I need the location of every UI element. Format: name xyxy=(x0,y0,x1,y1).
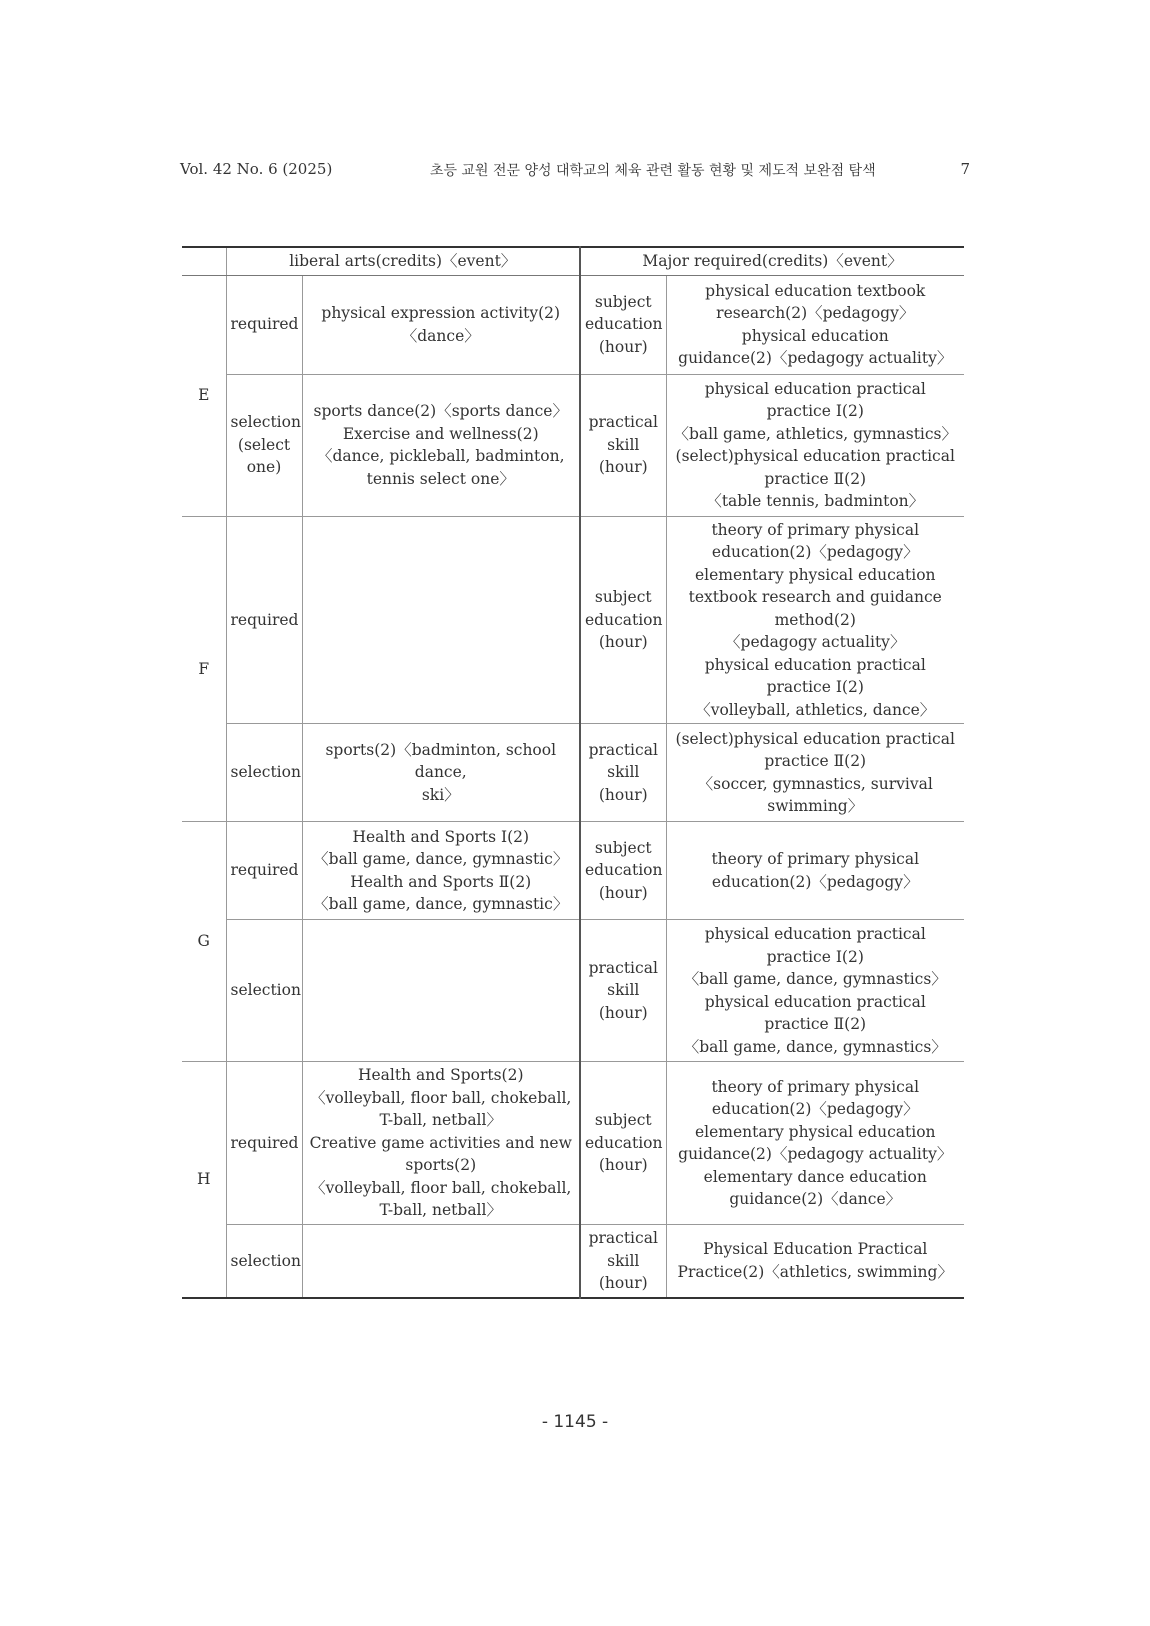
major-courses-line: elementary physical education xyxy=(694,1122,936,1141)
liberal-arts-courses-line: 〈volleyball, floor ball, chokeball, xyxy=(310,1178,572,1197)
major-courses-line: education(2)〈pedagogy〉 xyxy=(711,1100,919,1118)
major-category-line: skill xyxy=(607,1251,640,1270)
major-courses-line: guidance(2)〈dance〉 xyxy=(729,1190,902,1208)
table-row xyxy=(182,822,964,920)
major-courses-line: physical education xyxy=(741,326,889,345)
major-courses xyxy=(666,1225,964,1298)
major-courses-line: theory of primary physical xyxy=(711,850,920,868)
major-courses-line: physical education practical xyxy=(704,655,926,674)
major-courses-line: 〈table tennis, badminton〉 xyxy=(706,492,925,510)
major-courses xyxy=(666,1062,964,1225)
major-category-line: education xyxy=(585,861,663,880)
course-type: selection xyxy=(226,724,302,822)
major-courses-line: practice Ⅰ(2) xyxy=(766,402,864,420)
liberal-arts-courses-line: Exercise and wellness(2) xyxy=(342,424,539,443)
major-category-line: subject xyxy=(594,292,652,311)
major-category-line: (hour) xyxy=(598,1003,648,1022)
major-courses-line: Practice(2)〈athletics, swimming〉 xyxy=(677,1262,953,1281)
major-courses xyxy=(666,275,964,374)
liberal-arts-courses-line: Creative game activities and new xyxy=(309,1133,572,1152)
major-courses-line: physical education textbook xyxy=(705,281,926,300)
major-category-line: subject xyxy=(594,838,652,857)
major-courses-line: elementary dance education xyxy=(703,1167,927,1186)
liberal-arts-courses-line: T-ball, netball〉 xyxy=(379,1201,502,1220)
course-type xyxy=(226,374,302,516)
major-category xyxy=(580,822,666,920)
major-category xyxy=(580,275,666,374)
major-courses-line: textbook research and guidance xyxy=(688,588,942,606)
liberal-arts-courses xyxy=(302,275,580,374)
major-category-line: education xyxy=(585,315,663,334)
running-head xyxy=(180,160,970,186)
major-category-line: subject xyxy=(594,588,652,606)
liberal-arts-courses-line: sports dance(2)〈sports dance〉 xyxy=(313,402,568,420)
major-courses-line: practice Ⅱ(2) xyxy=(764,469,867,488)
major-category-line: (hour) xyxy=(598,458,648,477)
course-type-line: selection xyxy=(230,413,301,432)
major-courses-line: elementary physical education xyxy=(694,565,936,584)
liberal-arts-courses-line: ski〉 xyxy=(421,785,460,804)
major-courses-line: practice Ⅱ(2) xyxy=(764,752,867,770)
table-body xyxy=(182,275,964,1298)
major-category-line: practical xyxy=(588,413,658,432)
table-row xyxy=(182,516,964,724)
major-category xyxy=(580,516,666,724)
course-type: required xyxy=(226,516,302,724)
major-courses xyxy=(666,374,964,516)
major-courses-line: guidance(2)〈pedagogy actuality〉 xyxy=(678,1145,953,1163)
major-courses-line: (select)physical education practical xyxy=(675,729,955,748)
liberal-arts-courses xyxy=(302,920,580,1062)
major-courses-line: 〈ball game, dance, gymnastics〉 xyxy=(683,970,947,988)
major-category xyxy=(580,920,666,1062)
major-courses-line: method(2) xyxy=(774,610,856,629)
liberal-arts-courses-line: sports(2)〈badminton, school dance, xyxy=(325,740,557,782)
major-courses-line: physical education practical xyxy=(704,379,926,398)
major-category-line: skill xyxy=(607,981,640,1000)
liberal-arts-courses-line: tennis select one〉 xyxy=(366,469,515,488)
major-category xyxy=(580,1225,666,1298)
major-courses xyxy=(666,516,964,724)
course-type: selection xyxy=(226,1225,302,1298)
table-row xyxy=(182,374,964,516)
major-courses-line: physical education practical xyxy=(704,925,926,943)
major-category xyxy=(580,1062,666,1225)
running-page-number: 7 xyxy=(960,160,970,178)
course-type-line: one) xyxy=(246,458,282,477)
liberal-arts-courses-line: Health and Sports(2) xyxy=(357,1066,524,1085)
header-major-required: Major required(credits)〈event〉 xyxy=(580,247,964,275)
table-row xyxy=(182,1225,964,1298)
major-courses-line: theory of primary physical xyxy=(711,520,920,539)
table-row xyxy=(182,1062,964,1225)
major-courses-line: practice Ⅰ(2) xyxy=(766,947,864,966)
course-type-line: (select xyxy=(237,435,291,454)
curriculum-table xyxy=(182,246,964,1299)
liberal-arts-courses-line: sports(2) xyxy=(405,1156,477,1175)
liberal-arts-courses-line: Health and Sports Ⅱ(2) xyxy=(350,872,532,891)
major-category-line: skill xyxy=(607,435,640,454)
major-category-line: (hour) xyxy=(598,1274,648,1292)
header-blank xyxy=(182,247,226,275)
major-category-line: (hour) xyxy=(598,883,648,902)
major-category-line: practical xyxy=(588,740,658,759)
liberal-arts-courses-line: 〈dance〉 xyxy=(401,326,480,345)
liberal-arts-courses-line: T-ball, netball〉 xyxy=(379,1111,502,1130)
major-category-line: education xyxy=(585,1133,663,1152)
major-courses-line: practice Ⅰ(2) xyxy=(766,678,864,696)
major-category-line: (hour) xyxy=(598,633,648,651)
major-category-line: skill xyxy=(607,763,640,782)
liberal-arts-courses-line: 〈ball game, dance, gymnastic〉 xyxy=(313,895,569,913)
course-type: required xyxy=(226,275,302,374)
liberal-arts-courses xyxy=(302,1225,580,1298)
group-label: H xyxy=(182,1062,226,1298)
major-category-line: practical xyxy=(588,958,658,977)
major-courses-line: education(2)〈pedagogy〉 xyxy=(711,872,919,891)
course-type: selection xyxy=(226,920,302,1062)
major-courses-line: 〈pedagogy actuality〉 xyxy=(725,633,906,651)
liberal-arts-courses xyxy=(302,822,580,920)
major-courses-line: physical education practical xyxy=(704,992,926,1011)
liberal-arts-courses xyxy=(302,724,580,822)
liberal-arts-courses xyxy=(302,374,580,516)
major-category-line: (hour) xyxy=(598,1156,648,1175)
table-header-row xyxy=(182,247,964,275)
major-courses-line: 〈volleyball, athletics, dance〉 xyxy=(695,700,936,719)
major-category xyxy=(580,724,666,822)
header-liberal-arts: liberal arts(credits)〈event〉 xyxy=(226,247,580,275)
major-category-line: (hour) xyxy=(598,785,648,804)
major-courses-line: Physical Education Practical xyxy=(703,1240,928,1259)
group-label: F xyxy=(182,516,226,822)
major-courses-line: theory of primary physical xyxy=(711,1077,920,1096)
major-category xyxy=(580,374,666,516)
major-courses-line: guidance(2)〈pedagogy actuality〉 xyxy=(678,349,953,367)
major-courses-line: 〈soccer, gymnastics, survival xyxy=(697,774,933,793)
liberal-arts-courses-line: 〈ball game, dance, gymnastic〉 xyxy=(313,850,569,868)
major-courses xyxy=(666,920,964,1062)
table-row xyxy=(182,275,964,374)
liberal-arts-courses-line: 〈dance, pickleball, badminton, xyxy=(316,447,565,465)
page-number: - 1145 - xyxy=(541,1412,609,1432)
journal-volume: Vol. 42 No. 6 (2025) xyxy=(180,160,333,178)
course-type: required xyxy=(226,1062,302,1225)
major-category-line: practical xyxy=(588,1229,658,1247)
table-row xyxy=(182,920,964,1062)
liberal-arts-courses-line: 〈volleyball, floor ball, chokeball, xyxy=(310,1088,572,1107)
major-courses-line: research(2)〈pedagogy〉 xyxy=(716,304,915,322)
major-category-line: education xyxy=(585,610,663,629)
major-category-line: (hour) xyxy=(598,337,648,356)
major-courses-line: 〈ball game, dance, gymnastics〉 xyxy=(683,1037,947,1056)
major-courses-line: (select)physical education practical xyxy=(675,447,955,465)
major-courses-line: education(2)〈pedagogy〉 xyxy=(711,543,919,561)
liberal-arts-courses-line: Health and Sports Ⅰ(2) xyxy=(352,827,530,846)
course-type: required xyxy=(226,822,302,920)
group-label: G xyxy=(182,822,226,1062)
major-category-line: subject xyxy=(594,1111,652,1130)
major-courses-line: practice Ⅱ(2) xyxy=(764,1015,867,1033)
major-courses xyxy=(666,822,964,920)
liberal-arts-courses xyxy=(302,516,580,724)
liberal-arts-courses xyxy=(302,1062,580,1225)
major-courses xyxy=(666,724,964,822)
liberal-arts-courses-line: physical expression activity(2) xyxy=(321,304,561,322)
running-title: 초등 교원 전문 양성 대학교의 체육 관련 활동 현황 및 제도적 보완점 탐색 xyxy=(430,163,876,179)
major-courses-line: swimming〉 xyxy=(767,797,864,815)
group-label: E xyxy=(182,275,226,516)
table-row xyxy=(182,724,964,822)
major-courses-line: 〈ball game, athletics, gymnastics〉 xyxy=(673,424,958,443)
